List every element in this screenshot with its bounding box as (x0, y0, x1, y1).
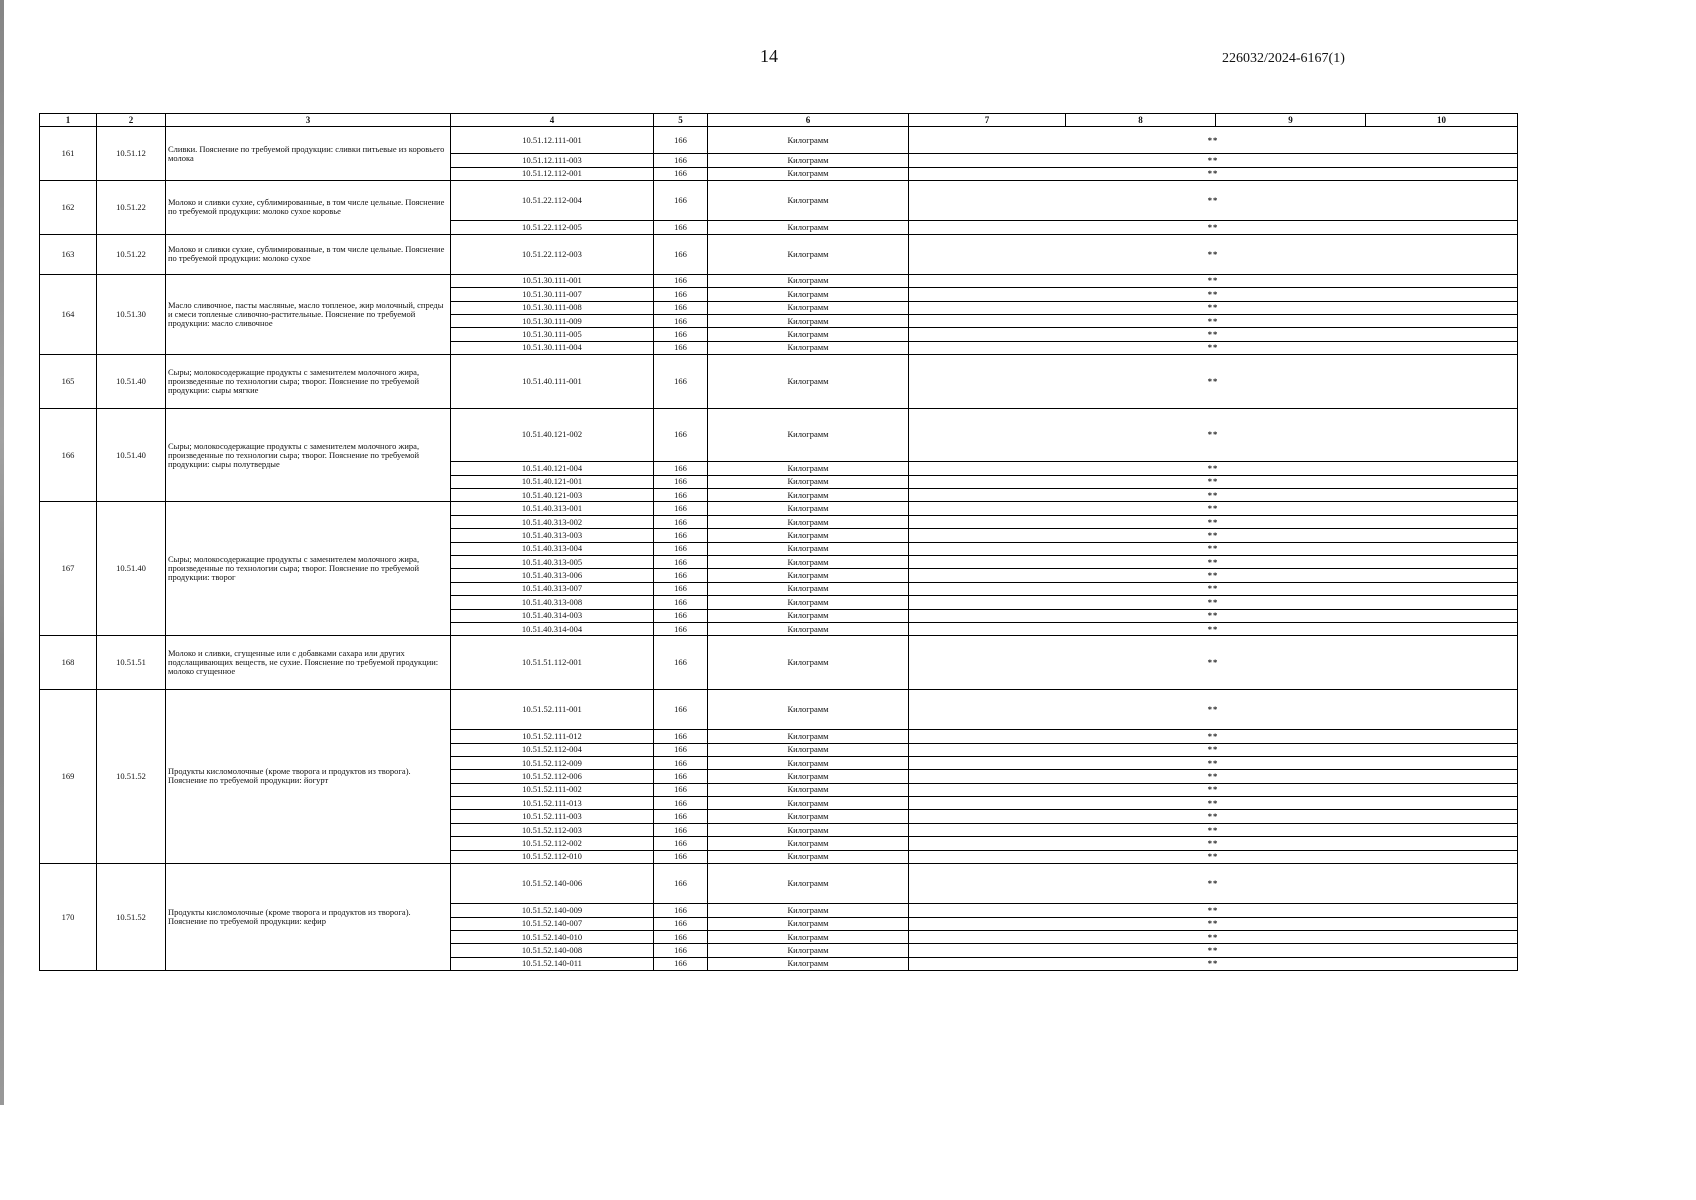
okei-code: 166 (654, 622, 708, 635)
stars-mark: ** (909, 917, 1518, 930)
product-description: Молоко и сливки, сгущенные или с добавками сахара или других подслащивающих веществ, не сухие. Пояснение по требуемой продукции: молоко сгущенное (166, 636, 451, 690)
stars-mark: ** (909, 783, 1518, 796)
stars-mark: ** (909, 475, 1518, 488)
ktru-code: 10.51.52.112-003 (451, 823, 654, 836)
stars-mark: ** (909, 167, 1518, 180)
stars-mark: ** (909, 288, 1518, 301)
col-header: 3 (166, 114, 451, 127)
ktru-code: 10.51.30.111-005 (451, 328, 654, 341)
table-row (40, 355, 1518, 409)
stars-mark: ** (909, 328, 1518, 341)
unit-name: Килограмм (708, 596, 909, 609)
table-row (40, 408, 1518, 462)
unit-name: Килограмм (708, 502, 909, 515)
product-description: Продукты кисломолочные (кроме творога и продуктов из творога). Пояснение по требуемой продукции: кефир (166, 864, 451, 971)
okei-code: 166 (654, 850, 708, 863)
okei-code: 166 (654, 904, 708, 917)
unit-name: Килограмм (708, 622, 909, 635)
unit-name: Килограмм (708, 944, 909, 957)
okei-code: 166 (654, 931, 708, 944)
stars-mark: ** (909, 931, 1518, 944)
okei-code: 166 (654, 408, 708, 462)
stars-mark: ** (909, 341, 1518, 354)
ktru-code: 10.51.40.313-004 (451, 542, 654, 555)
stars-mark: ** (909, 730, 1518, 743)
unit-name: Килограмм (708, 609, 909, 622)
ktru-code: 10.51.52.112-004 (451, 743, 654, 756)
okpd-code: 10.51.22 (97, 180, 166, 234)
stars-mark: ** (909, 127, 1518, 154)
row-number: 164 (40, 274, 97, 354)
okei-code: 166 (654, 582, 708, 595)
unit-name: Килограмм (708, 756, 909, 769)
unit-name: Килограмм (708, 408, 909, 462)
stars-mark: ** (909, 582, 1518, 595)
col-header: 2 (97, 114, 166, 127)
unit-name: Килограмм (708, 931, 909, 944)
table-row (40, 864, 1518, 904)
ktru-code: 10.51.40.121-003 (451, 489, 654, 502)
document-id: 226032/2024-6167(1) (1222, 51, 1345, 66)
ktru-code: 10.51.52.111-002 (451, 783, 654, 796)
stars-mark: ** (909, 515, 1518, 528)
ktru-code: 10.51.52.112-009 (451, 756, 654, 769)
okei-code: 166 (654, 489, 708, 502)
okpd-code: 10.51.52 (97, 864, 166, 971)
okpd-code: 10.51.22 (97, 234, 166, 274)
table-row (40, 180, 1518, 220)
ktru-code: 10.51.40.314-003 (451, 609, 654, 622)
stars-mark: ** (909, 489, 1518, 502)
unit-name: Килограмм (708, 957, 909, 970)
okpd-code: 10.51.40 (97, 502, 166, 636)
unit-name: Килограмм (708, 301, 909, 314)
unit-name: Килограмм (708, 864, 909, 904)
okei-code: 166 (654, 301, 708, 314)
col-header: 10 (1366, 114, 1518, 127)
product-description: Молоко и сливки сухие, сублимированные, в том числе цельные. Пояснение по требуемой продукции: молоко сухое коровье (166, 180, 451, 234)
unit-name: Килограмм (708, 341, 909, 354)
okei-code: 166 (654, 529, 708, 542)
unit-name: Килограмм (708, 221, 909, 234)
stars-mark: ** (909, 636, 1518, 690)
scan-edge (0, 0, 4, 1105)
stars-mark: ** (909, 234, 1518, 274)
stars-mark: ** (909, 314, 1518, 327)
ktru-code: 10.51.52.140-008 (451, 944, 654, 957)
unit-name: Килограмм (708, 489, 909, 502)
unit-name: Килограмм (708, 542, 909, 555)
unit-name: Килограмм (708, 636, 909, 690)
ktru-code: 10.51.40.313-003 (451, 529, 654, 542)
okei-code: 166 (654, 515, 708, 528)
product-description: Масло сливочное, пасты масляные, масло топленое, жир молочный, спреды и смеси топленые сливочно-растительные. Пояснение по требуемой продукции: масло сливочное (166, 274, 451, 354)
stars-mark: ** (909, 221, 1518, 234)
stars-mark: ** (909, 837, 1518, 850)
okei-code: 166 (654, 569, 708, 582)
unit-name: Килограмм (708, 529, 909, 542)
unit-name: Килограмм (708, 783, 909, 796)
okei-code: 166 (654, 167, 708, 180)
table-row (40, 636, 1518, 690)
ktru-code: 10.51.52.112-002 (451, 837, 654, 850)
unit-name: Килограмм (708, 582, 909, 595)
unit-name: Килограмм (708, 904, 909, 917)
ktru-code: 10.51.22.112-004 (451, 180, 654, 220)
product-description: Продукты кисломолочные (кроме творога и продуктов из творога). Пояснение по требуемой продукции: йогурт (166, 689, 451, 863)
stars-mark: ** (909, 180, 1518, 220)
row-number: 169 (40, 689, 97, 863)
header-row (40, 114, 1518, 127)
unit-name: Килограмм (708, 823, 909, 836)
stars-mark: ** (909, 355, 1518, 409)
ktru-code: 10.51.40.111-001 (451, 355, 654, 409)
ktru-code: 10.51.40.313-001 (451, 502, 654, 515)
stars-mark: ** (909, 556, 1518, 569)
stars-mark: ** (909, 797, 1518, 810)
unit-name: Килограмм (708, 127, 909, 154)
okei-code: 166 (654, 502, 708, 515)
okpd-code: 10.51.40 (97, 408, 166, 502)
unit-name: Килограмм (708, 810, 909, 823)
unit-name: Килограмм (708, 288, 909, 301)
unit-name: Килограмм (708, 180, 909, 220)
stars-mark: ** (909, 944, 1518, 957)
stars-mark: ** (909, 542, 1518, 555)
unit-name: Килограмм (708, 234, 909, 274)
table-row (40, 274, 1518, 287)
unit-name: Килограмм (708, 475, 909, 488)
ktru-code: 10.51.22.112-003 (451, 234, 654, 274)
ktru-code: 10.51.12.111-001 (451, 127, 654, 154)
unit-name: Килограмм (708, 154, 909, 167)
okei-code: 166 (654, 770, 708, 783)
okpd-code: 10.51.12 (97, 127, 166, 181)
row-number: 165 (40, 355, 97, 409)
ktru-code: 10.51.30.111-008 (451, 301, 654, 314)
unit-name: Килограмм (708, 743, 909, 756)
okei-code: 166 (654, 288, 708, 301)
col-header: 7 (909, 114, 1066, 127)
product-description: Сыры; молокосодержащие продукты с заменителем молочного жира, произведенные по технологии сыра; творог. Пояснение по требуемой продукции: творог (166, 502, 451, 636)
ktru-code: 10.51.52.112-006 (451, 770, 654, 783)
okpd-code: 10.51.51 (97, 636, 166, 690)
unit-name: Килограмм (708, 850, 909, 863)
unit-name: Килограмм (708, 797, 909, 810)
okei-code: 166 (654, 743, 708, 756)
stars-mark: ** (909, 596, 1518, 609)
table-row (40, 689, 1518, 729)
ktru-code: 10.51.40.313-002 (451, 515, 654, 528)
ktru-code: 10.51.52.140-006 (451, 864, 654, 904)
product-table (39, 113, 1518, 971)
okei-code: 166 (654, 609, 708, 622)
stars-mark: ** (909, 823, 1518, 836)
ktru-code: 10.51.52.112-010 (451, 850, 654, 863)
stars-mark: ** (909, 408, 1518, 462)
stars-mark: ** (909, 569, 1518, 582)
page-number: 14 (760, 46, 778, 66)
stars-mark: ** (909, 904, 1518, 917)
ktru-code: 10.51.40.313-005 (451, 556, 654, 569)
ktru-code: 10.51.40.313-007 (451, 582, 654, 595)
product-description: Сыры; молокосодержащие продукты с заменителем молочного жира, произведенные по технологии сыра; творог. Пояснение по требуемой продукции: сыры мягкие (166, 355, 451, 409)
unit-name: Килограмм (708, 730, 909, 743)
unit-name: Килограмм (708, 355, 909, 409)
col-header: 6 (708, 114, 909, 127)
ktru-code: 10.51.52.140-009 (451, 904, 654, 917)
ktru-code: 10.51.12.112-001 (451, 167, 654, 180)
ktru-code: 10.51.40.314-004 (451, 622, 654, 635)
row-number: 163 (40, 234, 97, 274)
okei-code: 166 (654, 756, 708, 769)
okei-code: 166 (654, 328, 708, 341)
ktru-code: 10.51.30.111-007 (451, 288, 654, 301)
table-body (40, 127, 1518, 971)
okei-code: 166 (654, 689, 708, 729)
ktru-code: 10.51.52.111-001 (451, 689, 654, 729)
unit-name: Килограмм (708, 274, 909, 287)
ktru-code: 10.51.52.140-007 (451, 917, 654, 930)
unit-name: Килограмм (708, 689, 909, 729)
ktru-code: 10.51.40.121-004 (451, 462, 654, 475)
col-header: 8 (1066, 114, 1216, 127)
stars-mark: ** (909, 462, 1518, 475)
unit-name: Килограмм (708, 314, 909, 327)
okei-code: 166 (654, 917, 708, 930)
okei-code: 166 (654, 957, 708, 970)
col-header: 4 (451, 114, 654, 127)
product-description: Сливки. Пояснение по требуемой продукции: сливки питьевые из коровьего молока (166, 127, 451, 181)
ktru-code: 10.51.12.111-003 (451, 154, 654, 167)
okei-code: 166 (654, 180, 708, 220)
stars-mark: ** (909, 609, 1518, 622)
ktru-code: 10.51.40.121-001 (451, 475, 654, 488)
ktru-code: 10.51.30.111-004 (451, 341, 654, 354)
ktru-code: 10.51.52.140-010 (451, 931, 654, 944)
ktru-code: 10.51.30.111-009 (451, 314, 654, 327)
ktru-code: 10.51.22.112-005 (451, 221, 654, 234)
stars-mark: ** (909, 770, 1518, 783)
row-number: 168 (40, 636, 97, 690)
table-row (40, 234, 1518, 274)
stars-mark: ** (909, 689, 1518, 729)
okei-code: 166 (654, 944, 708, 957)
unit-name: Килограмм (708, 556, 909, 569)
unit-name: Килограмм (708, 167, 909, 180)
okpd-code: 10.51.40 (97, 355, 166, 409)
unit-name: Килограмм (708, 837, 909, 850)
okei-code: 166 (654, 274, 708, 287)
okei-code: 166 (654, 475, 708, 488)
okei-code: 166 (654, 542, 708, 555)
okei-code: 166 (654, 234, 708, 274)
ktru-code: 10.51.51.112-001 (451, 636, 654, 690)
stars-mark: ** (909, 154, 1518, 167)
ktru-code: 10.51.40.313-008 (451, 596, 654, 609)
okei-code: 166 (654, 730, 708, 743)
stars-mark: ** (909, 301, 1518, 314)
okei-code: 166 (654, 314, 708, 327)
okei-code: 166 (654, 797, 708, 810)
ktru-code: 10.51.52.111-013 (451, 797, 654, 810)
ktru-code: 10.51.52.140-011 (451, 957, 654, 970)
stars-mark: ** (909, 850, 1518, 863)
row-number: 161 (40, 127, 97, 181)
col-header: 1 (40, 114, 97, 127)
okei-code: 166 (654, 823, 708, 836)
okei-code: 166 (654, 810, 708, 823)
okei-code: 166 (654, 596, 708, 609)
col-header: 9 (1216, 114, 1366, 127)
okei-code: 166 (654, 341, 708, 354)
product-description: Молоко и сливки сухие, сублимированные, в том числе цельные. Пояснение по требуемой продукции: молоко сухое (166, 234, 451, 274)
stars-mark: ** (909, 756, 1518, 769)
unit-name: Килограмм (708, 569, 909, 582)
stars-mark: ** (909, 810, 1518, 823)
stars-mark: ** (909, 529, 1518, 542)
okei-code: 166 (654, 154, 708, 167)
product-description: Сыры; молокосодержащие продукты с заменителем молочного жира, произведенные по технологии сыра; творог. Пояснение по требуемой продукции: сыры полутвердые (166, 408, 451, 502)
stars-mark: ** (909, 622, 1518, 635)
stars-mark: ** (909, 274, 1518, 287)
ktru-code: 10.51.40.313-006 (451, 569, 654, 582)
unit-name: Килограмм (708, 328, 909, 341)
okei-code: 166 (654, 462, 708, 475)
okei-code: 166 (654, 556, 708, 569)
okei-code: 166 (654, 127, 708, 154)
okei-code: 166 (654, 864, 708, 904)
ktru-code: 10.51.52.111-003 (451, 810, 654, 823)
row-number: 162 (40, 180, 97, 234)
okpd-code: 10.51.30 (97, 274, 166, 354)
table-row (40, 502, 1518, 515)
okei-code: 166 (654, 837, 708, 850)
ktru-code: 10.51.52.111-012 (451, 730, 654, 743)
ktru-code: 10.51.30.111-001 (451, 274, 654, 287)
col-header: 5 (654, 114, 708, 127)
unit-name: Килограмм (708, 770, 909, 783)
stars-mark: ** (909, 502, 1518, 515)
ktru-code: 10.51.40.121-002 (451, 408, 654, 462)
unit-name: Килограмм (708, 917, 909, 930)
row-number: 167 (40, 502, 97, 636)
okei-code: 166 (654, 221, 708, 234)
row-number: 166 (40, 408, 97, 502)
stars-mark: ** (909, 864, 1518, 904)
row-number: 170 (40, 864, 97, 971)
unit-name: Килограмм (708, 515, 909, 528)
stars-mark: ** (909, 957, 1518, 970)
okei-code: 166 (654, 636, 708, 690)
okpd-code: 10.51.52 (97, 689, 166, 863)
stars-mark: ** (909, 743, 1518, 756)
okei-code: 166 (654, 355, 708, 409)
okei-code: 166 (654, 783, 708, 796)
unit-name: Килограмм (708, 462, 909, 475)
table-row (40, 127, 1518, 154)
